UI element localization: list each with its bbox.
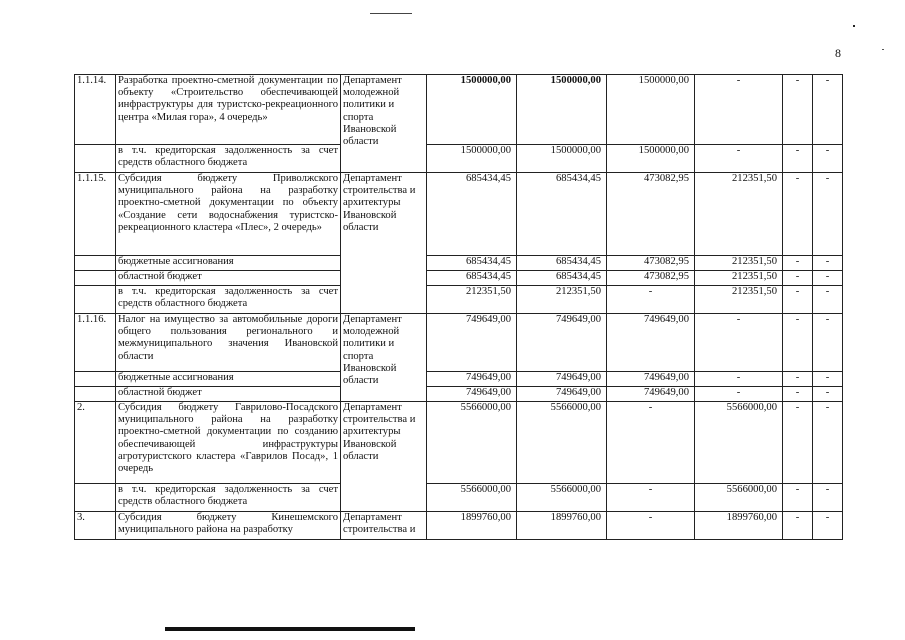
- cell-value: -: [607, 402, 695, 484]
- cell-value: -: [783, 271, 813, 286]
- cell-value: -: [813, 402, 843, 484]
- cell-value: 212351,50: [695, 173, 783, 256]
- cell-value: -: [783, 372, 813, 387]
- cell-value: 1899760,00: [517, 512, 607, 540]
- cell-total: 1500000,00: [427, 145, 517, 173]
- cell-total: 1500000,00: [427, 75, 517, 145]
- cell-value: -: [783, 75, 813, 145]
- cell-value: -: [783, 387, 813, 402]
- table-row: [75, 75, 843, 145]
- table-row: [75, 484, 843, 512]
- row-department: Департамент строительства и архитектуры Ивановской области: [341, 402, 427, 512]
- cell-value: 685434,45: [517, 256, 607, 271]
- cell-value: -: [783, 484, 813, 512]
- cell-value: 749649,00: [607, 372, 695, 387]
- cell-value: 749649,00: [607, 314, 695, 372]
- cell-value: 473082,95: [607, 173, 695, 256]
- row-name: в т.ч. кредиторская задолженность за счет средств областного бюджета: [116, 286, 341, 314]
- table-row: [75, 314, 843, 372]
- cell-value: 749649,00: [517, 387, 607, 402]
- row-name: Налог на имущество за автомобильные дороги общего пользования регионального и межмуниципального значения Ивановской области: [116, 314, 341, 372]
- cell-value: 212351,50: [695, 271, 783, 286]
- cell-value: 212351,50: [695, 256, 783, 271]
- cell-value: -: [813, 372, 843, 387]
- cell-total: 212351,50: [427, 286, 517, 314]
- scan-speck: [853, 25, 855, 27]
- row-code: 1.1.16.: [75, 314, 116, 372]
- cell-total: 685434,45: [427, 173, 517, 256]
- budget-table: [74, 74, 843, 540]
- cell-value: 749649,00: [607, 387, 695, 402]
- row-name: Субсидия бюджету Кинешемского муниципального района на разработку: [116, 512, 341, 540]
- cell-value: 1500000,00: [517, 145, 607, 173]
- footer-rule: [165, 627, 415, 631]
- table-row: [75, 256, 843, 271]
- cell-value: 212351,50: [695, 286, 783, 314]
- cell-value: -: [695, 145, 783, 173]
- cell-value: -: [695, 75, 783, 145]
- scan-speck: [882, 49, 884, 50]
- cell-value: -: [813, 271, 843, 286]
- row-name: в т.ч. кредиторская задолженность за счет средств областного бюджета: [116, 484, 341, 512]
- cell-value: 1500000,00: [607, 75, 695, 145]
- table-row: [75, 286, 843, 314]
- row-code: 1.1.15.: [75, 173, 116, 256]
- cell-value: 473082,95: [607, 256, 695, 271]
- cell-value: -: [813, 387, 843, 402]
- cell-value: -: [607, 512, 695, 540]
- cell-total: 685434,45: [427, 256, 517, 271]
- row-code: 1.1.14.: [75, 75, 116, 145]
- cell-value: -: [783, 256, 813, 271]
- cell-value: 5566000,00: [695, 484, 783, 512]
- cell-total: 685434,45: [427, 271, 517, 286]
- cell-value: -: [813, 314, 843, 372]
- row-department: Департамент молодежной политики и спорта Ивановской области: [341, 314, 427, 402]
- header-rule: [370, 13, 412, 14]
- cell-value: -: [813, 173, 843, 256]
- row-code: 2.: [75, 402, 116, 484]
- cell-value: -: [813, 512, 843, 540]
- cell-value: 473082,95: [607, 271, 695, 286]
- cell-value: 1500000,00: [607, 145, 695, 173]
- cell-value: 1500000,00: [517, 75, 607, 145]
- cell-total: 749649,00: [427, 372, 517, 387]
- table-row: [75, 372, 843, 387]
- row-name: областной бюджет: [116, 271, 341, 286]
- cell-value: 685434,45: [517, 271, 607, 286]
- cell-value: -: [813, 286, 843, 314]
- cell-value: 212351,50: [517, 286, 607, 314]
- row-name: бюджетные ассигнования: [116, 372, 341, 387]
- cell-value: -: [813, 256, 843, 271]
- row-department: Департамент строительства и: [341, 512, 427, 540]
- cell-value: -: [783, 145, 813, 173]
- page-number: 8: [835, 46, 841, 60]
- row-name: областной бюджет: [116, 387, 341, 402]
- row-code: 3.: [75, 512, 116, 540]
- cell-value: -: [695, 387, 783, 402]
- cell-value: -: [783, 286, 813, 314]
- row-name: бюджетные ассигнования: [116, 256, 341, 271]
- cell-total: 5566000,00: [427, 402, 517, 484]
- row-name: Субсидия бюджету Приволжского муниципального района на разработку проектно-сметной документации по объекту «Создание сети водоснабжения туристско-рекреационного кластера «Плес», 2 очередь»: [116, 173, 341, 256]
- cell-value: -: [695, 314, 783, 372]
- row-name: Субсидия бюджету Гаврилово-Посадского муниципального района на разработку проектно-сметной документации по созданию обеспечивающей инфраструктуры агротуристского кластера «Гаврилов Посад», 1 очередь: [116, 402, 341, 484]
- cell-value: -: [783, 402, 813, 484]
- row-name: Разработка проектно-сметной документации по объекту «Строительство обеспечивающей инфраструктуры для туристско-рекреационного центра «Милая гора», 4 очередь»: [116, 75, 341, 145]
- cell-value: -: [783, 314, 813, 372]
- cell-value: -: [695, 372, 783, 387]
- cell-value: -: [813, 145, 843, 173]
- cell-value: 5566000,00: [517, 484, 607, 512]
- cell-total: 1899760,00: [427, 512, 517, 540]
- table-row: [75, 145, 843, 173]
- cell-total: 749649,00: [427, 314, 517, 372]
- cell-value: 749649,00: [517, 314, 607, 372]
- cell-value: -: [813, 484, 843, 512]
- cell-value: -: [813, 75, 843, 145]
- table-row: [75, 387, 843, 402]
- row-name: в т.ч. кредиторская задолженность за счет средств областного бюджета: [116, 145, 341, 173]
- cell-value: -: [607, 484, 695, 512]
- table-row: [75, 402, 843, 484]
- cell-value: 5566000,00: [695, 402, 783, 484]
- cell-value: 749649,00: [517, 372, 607, 387]
- cell-value: 1899760,00: [695, 512, 783, 540]
- cell-total: 5566000,00: [427, 484, 517, 512]
- cell-total: 749649,00: [427, 387, 517, 402]
- table-row: [75, 271, 843, 286]
- row-department: Департамент молодежной политики и спорта Ивановской области: [341, 75, 427, 173]
- cell-value: -: [607, 286, 695, 314]
- table-row: [75, 512, 843, 540]
- table-row: [75, 173, 843, 256]
- cell-value: 685434,45: [517, 173, 607, 256]
- cell-value: -: [783, 173, 813, 256]
- cell-value: -: [783, 512, 813, 540]
- row-department: Департамент строительства и архитектуры Ивановской области: [341, 173, 427, 314]
- cell-value: 5566000,00: [517, 402, 607, 484]
